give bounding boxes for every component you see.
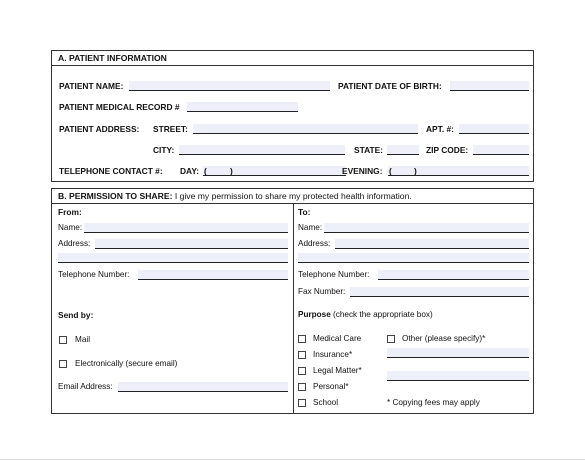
from-heading: From: [58,207,82,217]
patient-dob-field[interactable] [450,81,529,91]
section-b-permission-to-share [51,188,534,414]
to-fax-label: Fax Number: [298,287,346,296]
state-field[interactable] [387,145,419,155]
patient-address-label: PATIENT ADDRESS: [59,124,140,134]
email-address-label: Email Address: [58,382,113,391]
evening-phone-field[interactable] [388,166,529,176]
street-label: STREET: [153,124,188,134]
apt-label: APT. #: [426,124,454,134]
send-by-mail-label: Mail [75,335,91,344]
copying-fees-note: * Copying fees may apply [387,398,480,407]
city-field[interactable] [179,145,345,155]
to-telephone-label: Telephone Number: [298,270,370,279]
purpose-heading-note: (check the appropriate box) [330,310,433,319]
day-area-close-paren: ) [230,166,233,176]
from-address-field-1[interactable] [95,239,288,249]
purpose-other-label: Other (please specify)* [402,334,486,343]
day-label: DAY: [180,166,200,176]
telephone-contact-label: TELEPHONE CONTACT #: [59,166,163,176]
to-fax-field[interactable] [350,287,529,297]
purpose-school-label: School [313,398,339,407]
email-address-field[interactable] [118,382,288,392]
to-address-label: Address: [298,239,331,248]
purpose-medical-care-checkbox[interactable] [298,335,306,343]
send-by-mail-checkbox[interactable] [59,336,67,344]
purpose-medical-care-label: Medical Care [313,334,362,343]
patient-name-field[interactable] [129,81,330,91]
purpose-other-checkbox[interactable] [387,335,395,343]
purpose-legal-matter-label: Legal Matter* [313,366,362,375]
apt-field[interactable] [459,124,529,134]
day-phone-field[interactable] [203,166,346,176]
send-by-email-checkbox[interactable] [59,360,67,368]
purpose-heading-text: Purpose [298,310,331,319]
purpose-other-field-1[interactable] [387,348,529,358]
patient-name-label: PATIENT NAME: [59,81,124,91]
to-heading: To: [298,207,311,217]
to-address-field-1[interactable] [335,239,529,249]
from-address-field-2[interactable] [58,253,288,263]
send-by-email-label: Electronically (secure email) [75,359,178,368]
from-name-label: Name: [58,223,83,232]
medical-record-field[interactable] [187,102,298,112]
from-name-field[interactable] [84,223,288,233]
from-address-label: Address: [58,239,91,248]
purpose-other-field-2[interactable] [387,371,529,381]
to-name-field[interactable] [324,223,529,233]
to-name-label: Name: [298,223,323,232]
evening-area-close-paren: ) [414,166,417,176]
patient-dob-label: PATIENT DATE OF BIRTH: [338,81,442,91]
to-telephone-field[interactable] [378,270,529,280]
purpose-insurance-label: Insurance* [313,350,353,359]
purpose-insurance-checkbox[interactable] [298,351,306,359]
section-b-title [52,189,533,204]
section-a-title: A. PATIENT INFORMATION [52,51,533,66]
zip-code-field[interactable] [473,145,529,155]
purpose-personal-checkbox[interactable] [298,383,306,391]
evening-label: EVENING: [342,166,383,176]
city-label: CITY: [153,145,175,155]
section-b-title-text: B. PERMISSION TO SHARE: [58,191,173,201]
state-label: STATE: [354,145,383,155]
day-area-open-paren: ( [204,166,207,176]
evening-area-open-paren: ( [389,166,392,176]
to-address-field-2[interactable] [298,253,529,263]
purpose-heading [298,310,433,320]
street-field[interactable] [193,124,418,134]
send-by-heading: Send by: [58,310,94,320]
from-telephone-label: Telephone Number: [58,270,130,279]
section-b-title-note: I give my permission to share my protected health information. [172,191,412,201]
from-telephone-field[interactable] [138,270,288,280]
purpose-personal-label: Personal* [313,382,349,391]
purpose-school-checkbox[interactable] [298,399,306,407]
section-a-patient-information [51,50,534,182]
section-b-column-divider [293,204,294,413]
purpose-legal-matter-checkbox[interactable] [298,367,306,375]
medical-record-label: PATIENT MEDICAL RECORD # [59,102,180,112]
zip-code-label: ZIP CODE: [426,145,469,155]
